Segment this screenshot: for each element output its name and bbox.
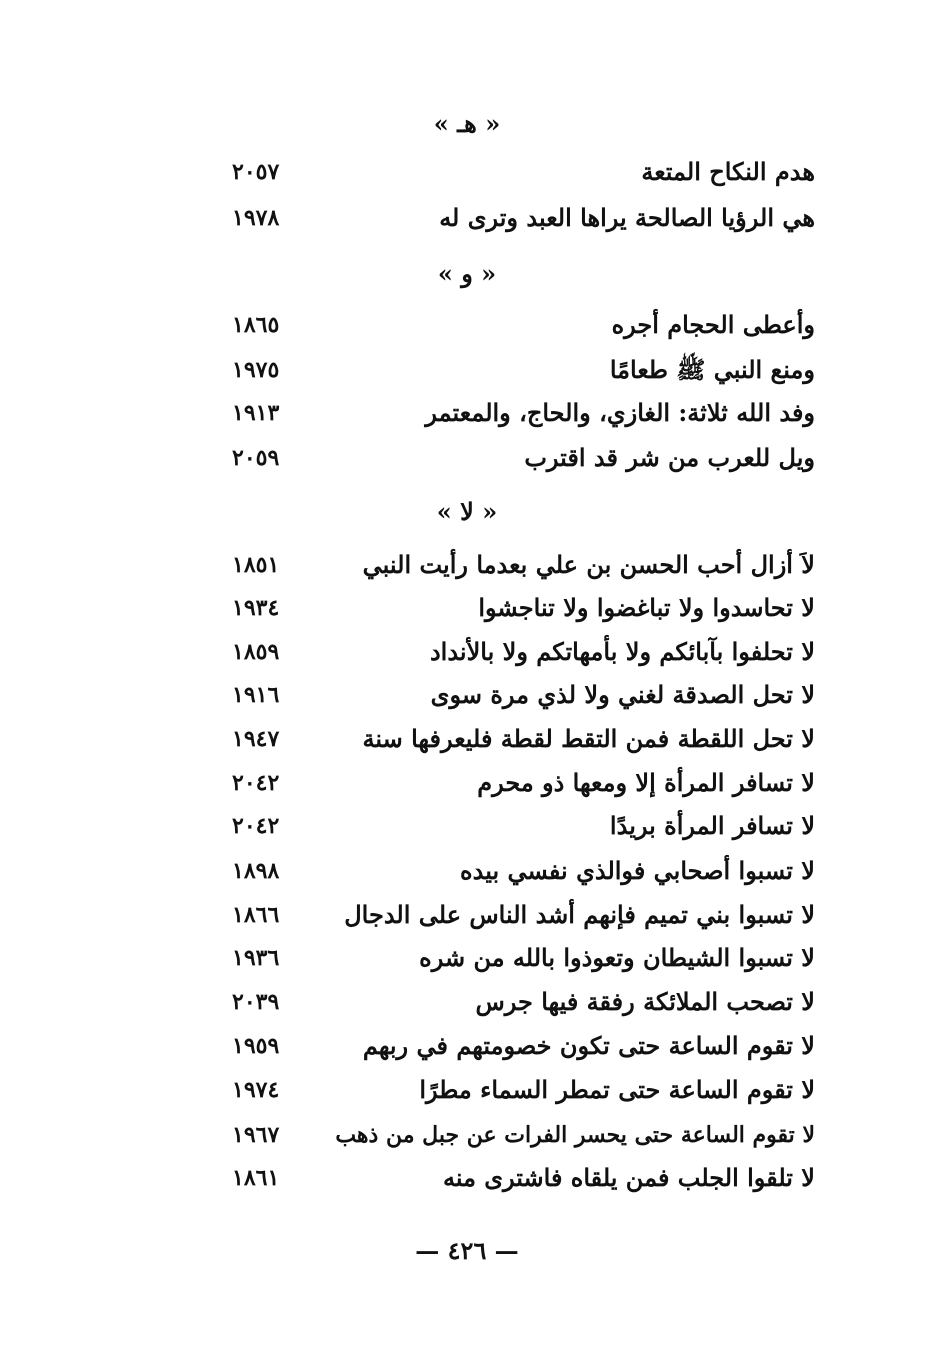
index-entry (220, 152, 815, 192)
index-entry (220, 588, 815, 628)
entry-number: ٢٠٤٢ (232, 770, 280, 796)
index-entry (220, 1026, 815, 1066)
entry-text: لا تقوم الساعة حتى تكون خصومتهم في ربهم (362, 1031, 815, 1060)
entry-number: ١٩٣٦ (232, 945, 280, 971)
entry-number: ٢٠٤٢ (232, 813, 280, 839)
entry-number: ٢٠٥٧ (232, 159, 280, 185)
index-entry (220, 806, 815, 846)
entry-number: ١٩٧٨ (232, 205, 280, 231)
entry-number: ١٨٦٥ (232, 312, 280, 338)
index-entry (220, 719, 815, 759)
entry-text: لا تصحب الملائكة رفقة فيها جرس (475, 987, 815, 1016)
index-entry (220, 763, 815, 803)
entry-number: ١٨٩٨ (232, 858, 280, 884)
entry-text: وفد الله ثلاثة: الغازي، والحاج، والمعتمر (425, 398, 815, 427)
entry-text: لا تسافر المرأة إلا ومعها ذو محرم (477, 768, 815, 797)
entry-number: ١٨٥١ (232, 552, 280, 578)
entry-number: ١٩٧٥ (232, 357, 280, 383)
entry-text: لا تقوم الساعة حتى يحسر الفرات عن جبل من ذهب (335, 1122, 815, 1148)
entry-number: ١٩٧٤ (232, 1077, 280, 1103)
page-number: — ٤٢٦ — (415, 1236, 519, 1265)
index-entry (220, 851, 815, 891)
index-entry (220, 393, 815, 433)
entry-text: لا تحل الصدقة لغني ولا لذي مرة سوى (430, 680, 815, 709)
index-entry (220, 350, 815, 390)
section-header-waw: « و » (437, 259, 497, 288)
index-entry (220, 982, 815, 1022)
entry-text: لا تحاسدوا ولا تباغضوا ولا تناجشوا (478, 593, 815, 622)
entry-text: لا تسبوا الشيطان وتعوذوا بالله من شره (419, 943, 815, 972)
entry-text: لا تسبوا بني تميم فإنهم أشد الناس على الدجال (344, 900, 815, 929)
index-entry (220, 1158, 815, 1198)
entry-text: لا تحلفوا بآبائكم ولا بأمهاتكم ولا بالأنداد (429, 637, 815, 666)
entry-number: ٢٠٥٩ (232, 445, 280, 471)
entry-text: لا تسبوا أصحابي فوالذي نفسي بيده (460, 856, 815, 885)
entry-number: ١٩١٦ (232, 682, 280, 708)
index-entry (220, 938, 815, 978)
index-entry (220, 545, 815, 585)
index-entry (220, 438, 815, 478)
entry-text: هدم النكاح المتعة (641, 157, 815, 186)
entry-text: لا تلقوا الجلب فمن يلقاه فاشترى منه (442, 1163, 815, 1192)
entry-number: ١٨٦٦ (232, 902, 280, 928)
section-header-la: « لا » (436, 497, 498, 526)
index-entry (220, 632, 815, 672)
entry-text: هي الرؤيا الصالحة يراها العبد وترى له (439, 203, 815, 232)
index-entry (220, 198, 815, 238)
entry-text: لا تحل اللقطة فمن التقط لقطة فليعرفها سنة (362, 724, 815, 753)
entry-text: لا تسافر المرأة بريدًا (609, 811, 815, 840)
index-entry (220, 895, 815, 935)
section-header-ha: « هـ » (433, 109, 501, 138)
entry-text: ومنع النبي ﷺ طعامًا (609, 355, 815, 384)
entry-number: ١٩٣٤ (232, 595, 280, 621)
entry-text: ويل للعرب من شر قد اقترب (524, 443, 815, 472)
entry-number: ١٨٦١ (232, 1165, 280, 1191)
entry-number: ١٩٦٧ (232, 1122, 280, 1148)
entry-number: ١٩٥٩ (232, 1033, 280, 1059)
index-entry (220, 675, 815, 715)
entry-text: لاَ أزال أحب الحسن بن علي بعدما رأيت النبي (362, 550, 815, 579)
entry-number: ٢٠٣٩ (232, 989, 280, 1015)
entry-number: ١٨٥٩ (232, 639, 280, 665)
entry-number: ١٩٤٧ (232, 726, 280, 752)
entry-text: لا تقوم الساعة حتى تمطر السماء مطرًا (419, 1075, 815, 1104)
index-entry (220, 305, 815, 345)
index-entry (220, 1070, 815, 1110)
index-entry (220, 1115, 815, 1155)
entry-text: وأعطى الحجام أجره (611, 310, 815, 339)
entry-number: ١٩١٣ (232, 400, 280, 426)
